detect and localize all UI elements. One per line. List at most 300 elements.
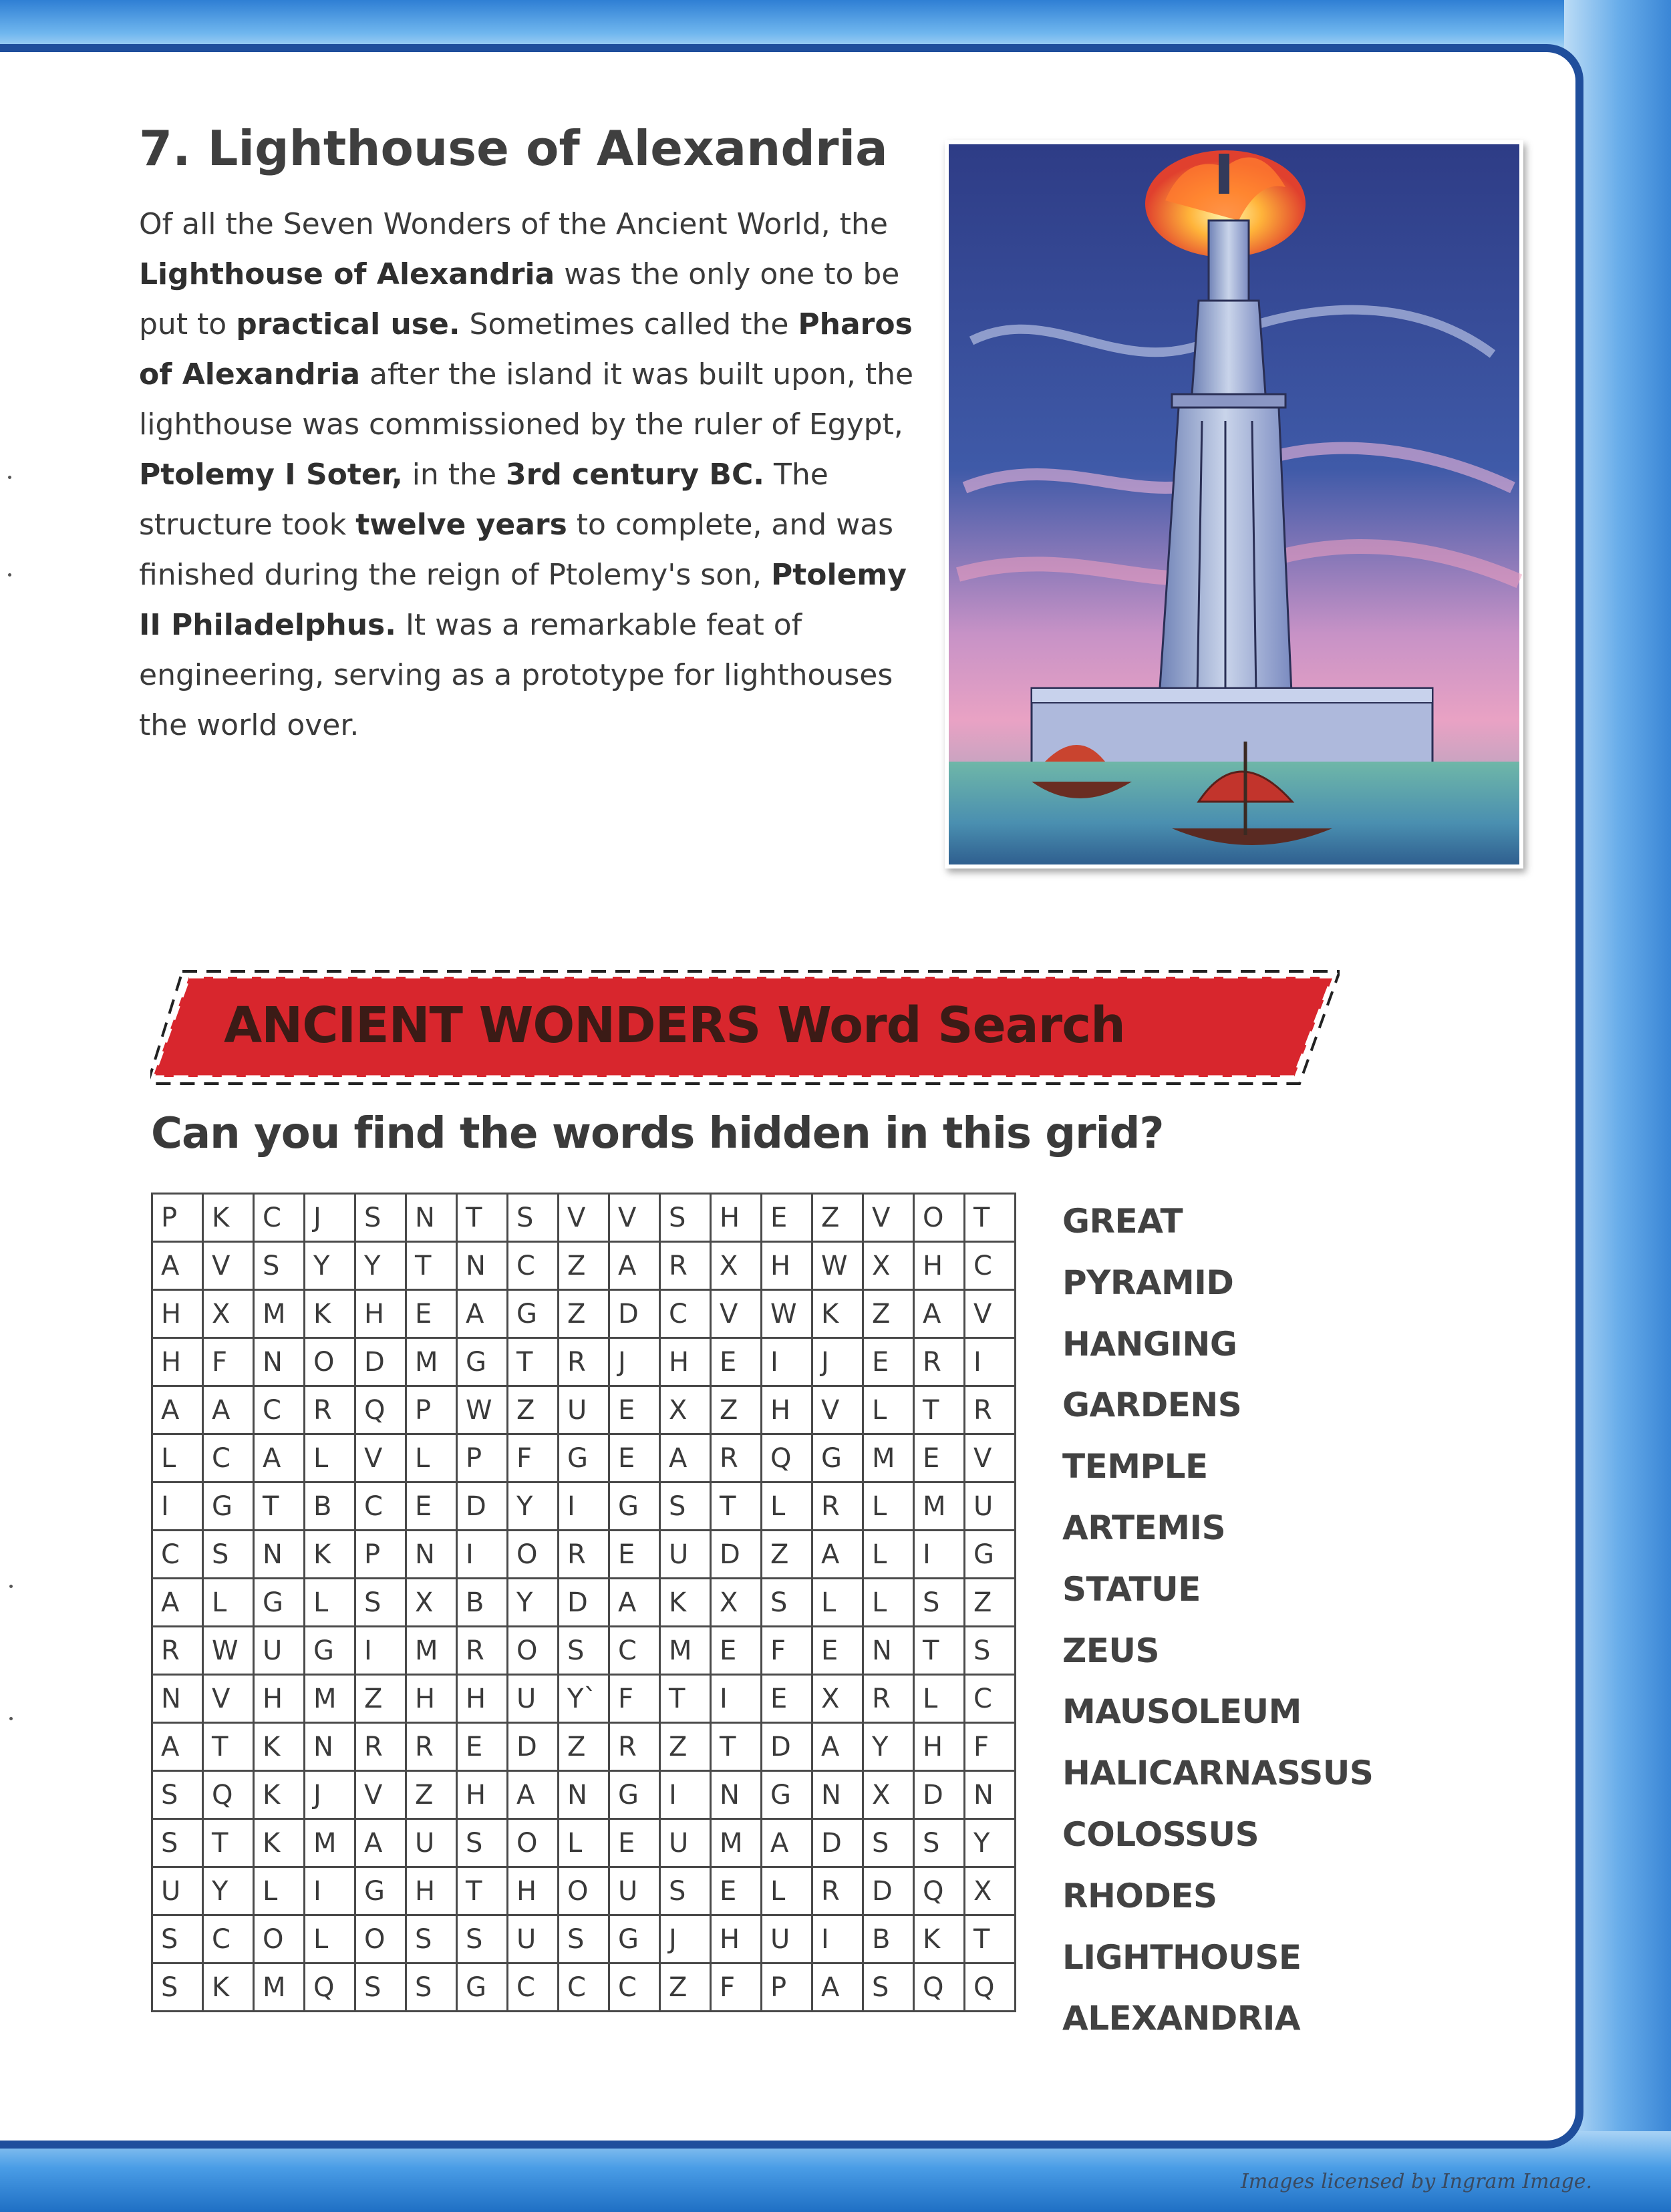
grid-row [152,1771,1016,1819]
grid-cell[interactable]: H [711,1915,762,1963]
grid-cell[interactable]: O [508,1627,559,1675]
grid-cell[interactable]: L [305,1915,355,1963]
grid-cell[interactable]: M [305,1819,355,1867]
grid-cell[interactable]: G [457,1963,508,2012]
grid-cell[interactable]: S [863,1819,914,1867]
grid-cell[interactable]: C [203,1915,254,1963]
grid-cell[interactable]: I [762,1338,812,1386]
grid-cell[interactable]: U [965,1482,1016,1531]
grid-cell[interactable]: I [305,1867,355,1915]
grid-cell[interactable]: R [660,1242,711,1290]
grid-cell[interactable]: T [457,1867,508,1915]
grid-cell[interactable]: P [762,1963,812,2012]
grid-cell[interactable]: R [559,1338,609,1386]
grid-cell[interactable]: D [355,1338,406,1386]
grid-cell[interactable]: M [406,1627,457,1675]
grid-cell[interactable]: H [762,1386,812,1434]
grid-cell[interactable]: E [914,1434,965,1482]
word-list-item: COLOSSUS [1062,1814,1259,1854]
grid-cell[interactable]: S [660,1194,711,1242]
grid-cell[interactable]: G [559,1434,609,1482]
grid-cell[interactable]: C [660,1290,711,1338]
grid-cell[interactable]: E [609,1434,660,1482]
grid-cell[interactable]: X [812,1675,863,1723]
grid-cell[interactable]: A [762,1819,812,1867]
grid-cell[interactable]: Y` [559,1675,609,1723]
grid-cell[interactable]: L [914,1675,965,1723]
grid-cell[interactable]: K [305,1531,355,1579]
grid-cell[interactable]: L [863,1531,914,1579]
grid-cell[interactable]: J [305,1771,355,1819]
grid-cell[interactable]: Q [762,1434,812,1482]
grid-cell[interactable]: G [457,1338,508,1386]
grid-cell[interactable]: Q [965,1963,1016,2012]
grid-cell[interactable]: T [406,1242,457,1290]
grid-cell[interactable]: V [355,1434,406,1482]
grid-cell[interactable]: J [660,1915,711,1963]
grid-cell[interactable]: L [406,1434,457,1482]
grid-cell[interactable]: I [812,1915,863,1963]
grid-cell[interactable]: U [559,1386,609,1434]
grid-cell[interactable]: A [609,1242,660,1290]
grid-cell[interactable]: Q [914,1867,965,1915]
grid-cell[interactable]: E [609,1819,660,1867]
grid-cell[interactable]: M [914,1482,965,1531]
grid-cell[interactable]: L [863,1579,914,1627]
grid-cell[interactable]: D [711,1531,762,1579]
grid-cell[interactable]: C [254,1386,305,1434]
grid-cell[interactable]: Y [965,1819,1016,1867]
grid-cell[interactable]: S [406,1963,457,2012]
grid-cell[interactable]: R [711,1434,762,1482]
grid-cell[interactable]: N [254,1531,305,1579]
grid-cell[interactable]: O [355,1915,406,1963]
grid-cell[interactable]: C [609,1963,660,2012]
grid-cell[interactable]: I [914,1531,965,1579]
grid-cell[interactable]: T [457,1194,508,1242]
grid-cell[interactable]: W [203,1627,254,1675]
grid-cell[interactable]: R [457,1627,508,1675]
grid-cell[interactable]: Z [508,1386,559,1434]
grid-cell[interactable]: M [254,1290,305,1338]
grid-cell[interactable]: F [762,1627,812,1675]
grid-cell[interactable]: O [914,1194,965,1242]
grid-cell[interactable]: L [152,1434,203,1482]
article-title: 7. Lighthouse of Alexandria [139,120,888,176]
grid-cell[interactable]: P [152,1194,203,1242]
grid-cell[interactable]: U [660,1819,711,1867]
grid-cell[interactable]: I [152,1482,203,1531]
grid-cell[interactable]: Q [355,1386,406,1434]
grid-cell[interactable]: S [508,1194,559,1242]
grid-cell[interactable]: A [254,1434,305,1482]
grid-cell[interactable]: M [711,1819,762,1867]
grid-cell[interactable]: O [305,1338,355,1386]
grid-cell[interactable]: S [152,1819,203,1867]
grid-cell[interactable]: A [457,1290,508,1338]
grid-cell[interactable]: C [508,1242,559,1290]
grid-cell[interactable]: T [914,1386,965,1434]
grid-cell[interactable]: A [812,1963,863,2012]
grid-cell[interactable]: H [406,1675,457,1723]
grid-cell[interactable]: T [203,1723,254,1771]
grid-cell[interactable]: F [508,1434,559,1482]
grid-cell[interactable]: G [254,1579,305,1627]
grid-cell[interactable]: C [559,1963,609,2012]
grid-cell[interactable]: U [508,1915,559,1963]
grid-cell[interactable]: E [762,1194,812,1242]
grid-cell[interactable]: Y [203,1867,254,1915]
grid-cell[interactable]: R [812,1867,863,1915]
grid-cell[interactable]: N [965,1771,1016,1819]
grid-cell[interactable]: S [762,1579,812,1627]
grid-cell[interactable]: D [559,1579,609,1627]
grid-cell[interactable]: L [254,1867,305,1915]
grid-cell[interactable]: T [965,1915,1016,1963]
grid-cell[interactable]: S [355,1579,406,1627]
grid-cell[interactable]: M [305,1675,355,1723]
grid-cell[interactable]: R [812,1482,863,1531]
grid-cell[interactable]: C [203,1434,254,1482]
grid-cell[interactable]: C [355,1482,406,1531]
grid-cell[interactable]: U [254,1627,305,1675]
grid-cell[interactable]: N [406,1194,457,1242]
grid-cell[interactable]: K [914,1915,965,1963]
grid-cell[interactable]: X [660,1386,711,1434]
grid-cell[interactable]: Y [355,1242,406,1290]
grid-cell[interactable]: V [863,1194,914,1242]
grid-cell[interactable]: W [762,1290,812,1338]
grid-cell[interactable]: M [863,1434,914,1482]
grid-cell[interactable]: X [863,1242,914,1290]
grid-cell[interactable]: E [711,1338,762,1386]
grid-cell[interactable]: E [711,1867,762,1915]
grid-cell[interactable]: L [203,1579,254,1627]
grid-row [152,1531,1016,1579]
grid-cell[interactable]: N [812,1771,863,1819]
grid-cell[interactable]: G [609,1771,660,1819]
grid-cell[interactable]: R [965,1386,1016,1434]
grid-cell[interactable]: C [152,1531,203,1579]
grid-cell[interactable]: D [457,1482,508,1531]
grid-cell[interactable]: B [863,1915,914,1963]
grid-cell[interactable]: T [660,1675,711,1723]
grid-cell[interactable]: S [152,1771,203,1819]
grid-row [152,1386,1016,1434]
grid-cell[interactable]: K [254,1819,305,1867]
grid-cell[interactable]: K [203,1194,254,1242]
grid-cell[interactable]: L [762,1482,812,1531]
grid-cell[interactable]: I [559,1482,609,1531]
grid-cell[interactable]: U [609,1867,660,1915]
grid-cell[interactable]: G [812,1434,863,1482]
grid-cell[interactable]: J [609,1338,660,1386]
grid-cell[interactable]: S [914,1579,965,1627]
grid-cell[interactable]: S [863,1963,914,2012]
grid-cell[interactable]: H [914,1242,965,1290]
grid-cell[interactable]: A [355,1819,406,1867]
grid-cell[interactable]: T [711,1723,762,1771]
grid-cell[interactable]: W [457,1386,508,1434]
grid-cell[interactable]: Q [305,1963,355,2012]
grid-cell[interactable]: D [508,1723,559,1771]
grid-cell[interactable]: L [305,1434,355,1482]
grid-cell[interactable]: S [457,1915,508,1963]
grid-cell[interactable]: B [457,1579,508,1627]
grid-cell[interactable]: R [406,1723,457,1771]
grid-cell[interactable]: F [609,1675,660,1723]
grid-cell[interactable]: L [559,1819,609,1867]
grid-cell[interactable]: M [406,1338,457,1386]
grid-cell[interactable]: R [305,1386,355,1434]
grid-cell[interactable]: G [609,1482,660,1531]
grid-cell[interactable]: W [812,1242,863,1290]
grid-cell[interactable]: A [660,1434,711,1482]
grid-cell[interactable]: K [254,1771,305,1819]
grid-cell[interactable]: Z [559,1290,609,1338]
grid-cell[interactable]: V [355,1771,406,1819]
grid-cell[interactable]: Q [203,1771,254,1819]
grid-cell[interactable]: S [457,1819,508,1867]
grid-cell[interactable]: J [305,1194,355,1242]
grid-cell[interactable]: N [711,1771,762,1819]
grid-cell[interactable]: S [914,1819,965,1867]
grid-cell[interactable]: P [406,1386,457,1434]
grid-cell[interactable]: R [609,1723,660,1771]
grid-cell[interactable]: Q [914,1963,965,2012]
grid-cell[interactable]: Y [508,1482,559,1531]
grid-cell[interactable]: Y [305,1242,355,1290]
grid-cell[interactable]: Z [406,1771,457,1819]
grid-cell[interactable]: A [914,1290,965,1338]
grid-cell[interactable]: V [609,1194,660,1242]
grid-cell[interactable]: G [305,1627,355,1675]
grid-cell[interactable]: V [965,1434,1016,1482]
grid-cell[interactable]: H [152,1290,203,1338]
grid-cell[interactable]: C [508,1963,559,2012]
grid-cell[interactable]: J [812,1338,863,1386]
word-list-item: STATUE [1062,1569,1201,1609]
grid-cell[interactable]: S [559,1627,609,1675]
grid-cell[interactable]: B [305,1482,355,1531]
grid-cell[interactable]: X [711,1242,762,1290]
grid-cell[interactable]: X [863,1771,914,1819]
grid-cell[interactable]: G [609,1915,660,1963]
grid-cell[interactable]: S [254,1242,305,1290]
grid-cell[interactable]: O [508,1531,559,1579]
grid-cell[interactable]: E [609,1386,660,1434]
grid-cell[interactable]: L [863,1482,914,1531]
grid-cell[interactable]: A [152,1579,203,1627]
grid-cell[interactable]: Y [863,1723,914,1771]
grid-cell[interactable]: Z [355,1675,406,1723]
grid-cell[interactable]: E [609,1531,660,1579]
grid-cell[interactable]: V [812,1386,863,1434]
grid-cell[interactable]: A [812,1723,863,1771]
grid-cell[interactable]: N [559,1771,609,1819]
grid-cell[interactable]: L [305,1579,355,1627]
grid-cell[interactable]: E [863,1338,914,1386]
grid-cell[interactable]: E [711,1627,762,1675]
grid-cell[interactable]: S [152,1915,203,1963]
grid-cell[interactable]: Z [660,1963,711,2012]
grid-cell[interactable]: H [152,1338,203,1386]
grid-cell[interactable]: G [203,1482,254,1531]
grid-cell[interactable]: P [457,1434,508,1482]
grid-cell[interactable]: D [812,1819,863,1867]
grid-cell[interactable]: V [203,1242,254,1290]
grid-cell[interactable]: C [965,1675,1016,1723]
grid-cell[interactable]: N [863,1627,914,1675]
grid-cell[interactable]: D [914,1771,965,1819]
grid-cell[interactable]: L [863,1386,914,1434]
grid-cell[interactable]: H [406,1867,457,1915]
grid-cell[interactable]: A [152,1242,203,1290]
grid-cell[interactable]: S [355,1963,406,2012]
grid-cell[interactable]: A [812,1531,863,1579]
grid-cell[interactable]: A [508,1771,559,1819]
grid-cell[interactable]: F [203,1338,254,1386]
grid-cell[interactable]: D [762,1723,812,1771]
grid-cell[interactable]: H [254,1675,305,1723]
body-text: Sometimes called the [460,307,798,341]
grid-cell[interactable]: R [152,1627,203,1675]
grid-cell[interactable]: P [355,1531,406,1579]
grid-cell[interactable]: X [965,1867,1016,1915]
grid-cell[interactable]: S [152,1963,203,2012]
grid-cell[interactable]: Z [660,1723,711,1771]
grid-cell[interactable]: T [254,1482,305,1531]
word-list-item: HANGING [1062,1324,1237,1364]
grid-cell[interactable]: T [508,1338,559,1386]
grid-cell[interactable]: H [660,1338,711,1386]
grid-cell[interactable]: M [254,1963,305,2012]
grid-cell[interactable]: E [812,1627,863,1675]
grid-cell[interactable]: F [965,1723,1016,1771]
grid-cell[interactable]: H [355,1290,406,1338]
grid-cell[interactable]: S [355,1194,406,1242]
grid-cell[interactable]: K [305,1290,355,1338]
grid-cell[interactable]: K [660,1579,711,1627]
grid-cell[interactable]: Z [863,1290,914,1338]
grid-cell[interactable]: O [508,1819,559,1867]
grid-cell[interactable]: H [508,1867,559,1915]
grid-cell[interactable]: H [457,1675,508,1723]
grid-cell[interactable]: G [762,1771,812,1819]
grid-cell[interactable]: T [914,1627,965,1675]
grid-cell[interactable]: T [965,1194,1016,1242]
grid-cell[interactable]: N [305,1723,355,1771]
grid-cell[interactable]: L [812,1579,863,1627]
grid-cell[interactable]: U [762,1915,812,1963]
grid-cell[interactable]: X [711,1579,762,1627]
grid-cell[interactable]: X [406,1579,457,1627]
grid-cell[interactable]: C [254,1194,305,1242]
grid-cell[interactable]: R [914,1338,965,1386]
grid-cell[interactable]: Z [812,1194,863,1242]
grid-cell[interactable]: T [711,1482,762,1531]
grid-cell[interactable]: N [406,1531,457,1579]
grid-cell[interactable]: Z [711,1386,762,1434]
grid-cell[interactable]: H [457,1771,508,1819]
grid-cell[interactable]: V [711,1290,762,1338]
grid-cell[interactable]: X [203,1290,254,1338]
grid-cell[interactable]: K [812,1290,863,1338]
grid-cell[interactable]: O [559,1867,609,1915]
grid-cell[interactable]: H [762,1242,812,1290]
grid-cell[interactable]: C [965,1242,1016,1290]
grid-cell[interactable]: V [965,1290,1016,1338]
grid-cell[interactable]: S [203,1531,254,1579]
grid-cell[interactable]: E [762,1675,812,1723]
grid-cell[interactable]: I [355,1627,406,1675]
grid-cell[interactable]: F [711,1963,762,2012]
grid-cell[interactable]: I [965,1338,1016,1386]
grid-cell[interactable]: H [711,1194,762,1242]
grid-cell[interactable]: I [457,1531,508,1579]
grid-cell[interactable]: E [406,1482,457,1531]
grid-cell[interactable]: D [863,1867,914,1915]
grid-cell[interactable]: A [203,1386,254,1434]
grid-cell[interactable]: G [508,1290,559,1338]
grid-cell[interactable]: A [152,1723,203,1771]
grid-cell[interactable]: U [660,1531,711,1579]
grid-cell[interactable]: S [965,1627,1016,1675]
grid-cell[interactable]: M [660,1627,711,1675]
grid-cell[interactable]: D [609,1290,660,1338]
grid-cell[interactable]: N [457,1242,508,1290]
grid-cell[interactable]: Z [559,1242,609,1290]
grid-cell[interactable]: N [152,1675,203,1723]
grid-cell[interactable]: S [406,1915,457,1963]
grid-cell[interactable]: K [203,1963,254,2012]
grid-cell[interactable]: O [254,1915,305,1963]
grid-cell[interactable]: I [711,1675,762,1723]
grid-row [152,1338,1016,1386]
grid-cell[interactable]: Z [762,1531,812,1579]
grid-cell[interactable]: G [355,1867,406,1915]
grid-cell[interactable]: R [355,1723,406,1771]
grid-cell[interactable]: G [965,1531,1016,1579]
grid-cell[interactable]: R [863,1675,914,1723]
grid-cell[interactable]: T [203,1819,254,1867]
grid-cell[interactable]: S [660,1482,711,1531]
grid-cell[interactable]: Y [508,1579,559,1627]
grid-cell[interactable]: S [559,1915,609,1963]
grid-cell[interactable]: U [406,1819,457,1867]
grid-cell[interactable]: A [152,1386,203,1434]
grid-cell[interactable]: V [203,1675,254,1723]
grid-cell[interactable]: U [152,1867,203,1915]
grid-cell[interactable]: Z [965,1579,1016,1627]
word-list-item: TEMPLE [1062,1447,1208,1486]
grid-cell[interactable]: V [559,1194,609,1242]
grid-cell[interactable]: E [457,1723,508,1771]
grid-cell[interactable]: Z [559,1723,609,1771]
grid-cell[interactable]: K [254,1723,305,1771]
word-list-item: ZEUS [1062,1631,1160,1670]
grid-cell[interactable]: A [609,1579,660,1627]
grid-cell[interactable]: U [508,1675,559,1723]
grid-cell[interactable]: E [406,1290,457,1338]
grid-cell[interactable]: S [660,1867,711,1915]
grid-cell[interactable]: H [914,1723,965,1771]
grid-cell[interactable]: C [609,1627,660,1675]
grid-cell[interactable]: I [660,1771,711,1819]
grid-cell[interactable]: R [559,1531,609,1579]
grid-cell[interactable]: L [762,1867,812,1915]
grid-cell[interactable]: N [254,1338,305,1386]
